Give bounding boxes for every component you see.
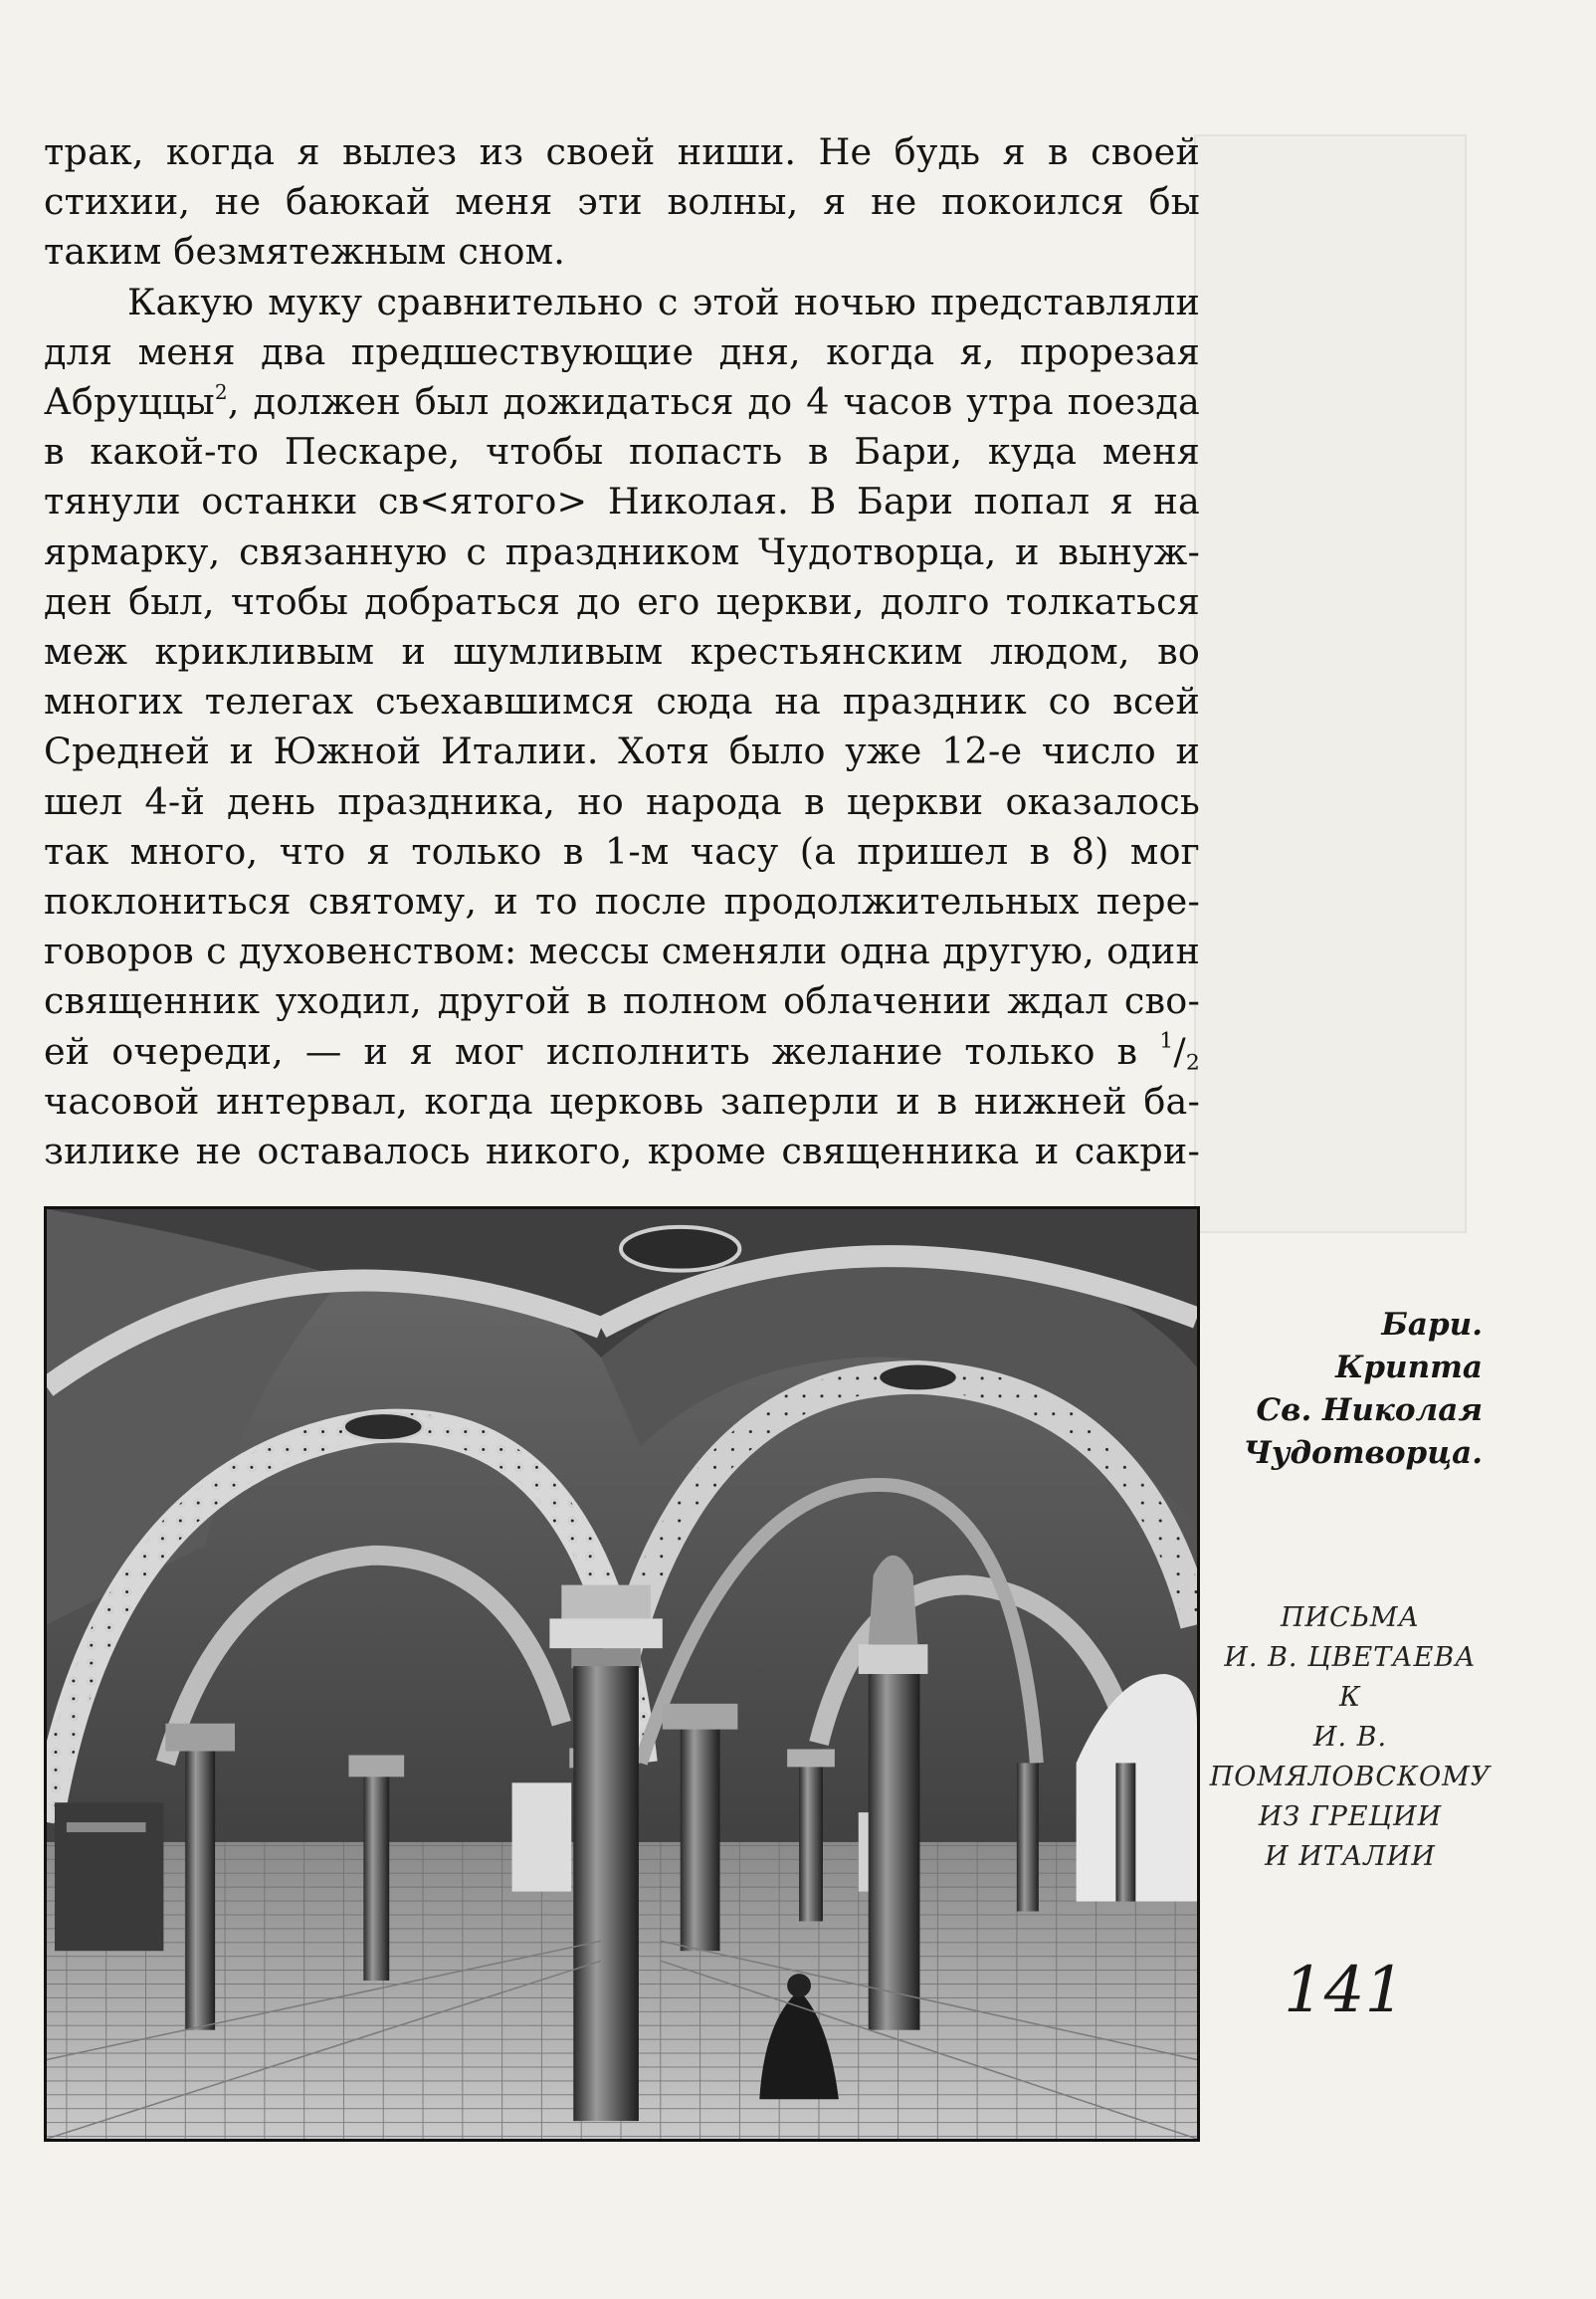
series-title-line: И. В. ЦВЕТАЕВА: [1224, 1642, 1477, 1673]
text-line: ден был, чтобы добраться до его церкви, долго толкаться: [44, 579, 1200, 623]
series-title: [1206, 1598, 1495, 1877]
series-title-line: ПОМЯЛОВСКОМУ: [1209, 1762, 1492, 1792]
caption-line: Крипта: [1335, 1350, 1483, 1385]
text-fragment: , должен был дожидаться до 4 часов утра поезда: [227, 380, 1200, 424]
series-title-line: И. В.: [1312, 1722, 1388, 1753]
caption-line: Бари.: [1381, 1307, 1483, 1343]
text-line: поклониться святому, и то после продолжительных пере-: [44, 880, 1200, 924]
series-title-line: ПИСЬМА: [1280, 1602, 1421, 1633]
crypt-engraving: [44, 1206, 1200, 2142]
fraction-numerator: 1: [1159, 1028, 1174, 1054]
text-line-with-footnote: [44, 377, 1200, 427]
fraction-slash: /: [1173, 1029, 1186, 1073]
text-line: Какую муку сравнительно с этой ночью представляли: [127, 280, 1200, 323]
body-text: [44, 127, 1200, 1176]
text-line: стихии, не баюкай меня эти волны, я не покоился бы: [44, 180, 1200, 224]
fraction-denominator: 2: [1185, 1050, 1200, 1076]
text-line: трак, когда я вылез из своей ниши. Не будь я в своей: [44, 130, 1200, 173]
text-line: зилике не оставалось никого, кроме священника и сакри-: [44, 1130, 1200, 1173]
text-line: шел 4-й день праздника, но народа в церкви оказалось: [44, 779, 1200, 823]
fraction: [1159, 1028, 1200, 1076]
page-number: 141: [1284, 1954, 1406, 2027]
text-line: многих телегах съехавшимся сюда на праздник со всей: [44, 680, 1200, 724]
figure-caption: [1220, 1304, 1483, 1475]
crypt-engraving-illustration: [47, 1209, 1197, 2139]
text-line: часовой интервал, когда церковь заперли и в нижней ба-: [44, 1079, 1200, 1123]
text-line: говоров с духовенством: мессы сменяли одна другую, один: [44, 930, 1200, 973]
text-fragment: ей очереди, — и я мог исполнить желание только в: [44, 1029, 1138, 1073]
text-line: Средней и Южной Италии. Хотя было уже 12-е число и: [44, 730, 1200, 773]
text-fragment: Абруццы: [44, 380, 215, 424]
series-title-line: И ИТАЛИИ: [1265, 1841, 1436, 1872]
text-line: ярмарку, связанную с праздником Чудотворца, и вынуж-: [44, 529, 1200, 573]
text-line: так много, что я только в 1-м часу (а пришел в 8) мог: [44, 829, 1200, 873]
footnote-mark: 2: [214, 379, 228, 404]
text-line: в какой-то Пескаре, чтобы попасть в Бари, куда меня: [44, 430, 1200, 474]
text-line: для меня два предшествующие дня, когда я, прорезая: [44, 329, 1200, 373]
show-through-panel: [1194, 134, 1467, 1233]
text-line: священник уходил, другой в полном облачении ждал сво-: [44, 979, 1200, 1023]
series-title-line: К: [1339, 1682, 1361, 1713]
text-line: таким безмятежным сном.: [44, 230, 566, 274]
caption-line: Св. Николая: [1256, 1392, 1483, 1428]
text-line: тянули останки св<ятого> Николая. В Бари попал я на: [44, 480, 1200, 523]
caption-line: Чудотворца.: [1243, 1435, 1483, 1471]
text-line-with-fraction: [44, 1027, 1200, 1077]
series-title-line: ИЗ ГРЕЦИИ: [1258, 1801, 1443, 1832]
text-line: меж крикливым и шумливым крестьянским людом, во: [44, 630, 1200, 674]
